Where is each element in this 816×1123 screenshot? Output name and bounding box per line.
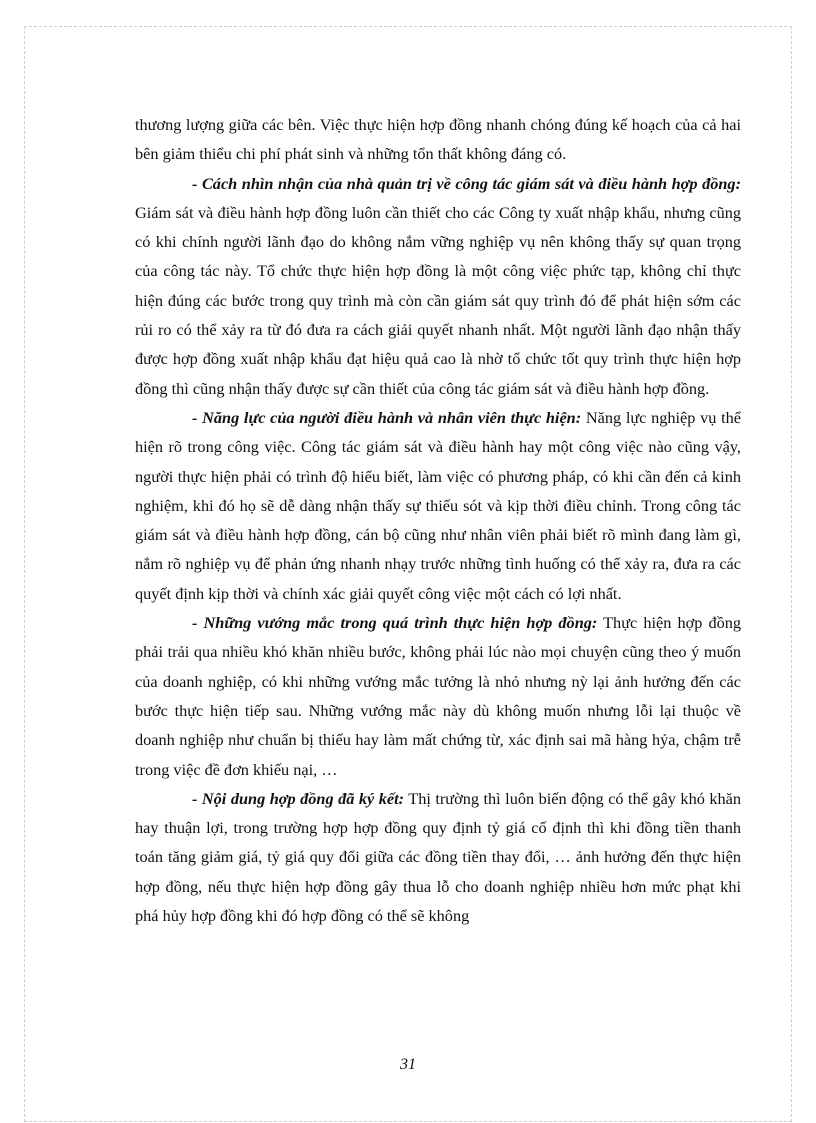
paragraph-contract-content	[135, 784, 741, 930]
paragraph-text: Thị trường thì luôn biến động có thể gây khó khăn hay thuận lợi, trong trường hợp hợp đồng quy định tỷ giá cố định thì khi đồng tiền thanh toán tăng giảm giá, tỷ giá quy đổi giữa các đồng tiền thay đổi, … ảnh hưởng đến thực hiện hợp đồng, nếu thực hiện hợp đồng gây thua lỗ cho doanh nghiệp nhiều hơn mức phạt khi phá hủy hợp đồng khi đó hợp đồng có thể sẽ không	[135, 788, 741, 926]
paragraph-heading: - Cách nhìn nhận của nhà quản trị về công tác giám sát và điều hành hợp đồng:	[192, 173, 741, 193]
paragraph-text: Thực hiện hợp đồng phải trải qua nhiều khó khăn nhiều bước, không phải lúc nào mọi chuyện cũng theo ý muốn của doanh nghiệp, có khi những vướng mắc tưởng là nhỏ nhưng nỳ lại ảnh hưởng đến các bước thực hiện tiếp sau. Những vướng mắc này dù không muốn nhưng lỗi lại thuộc về doanh nghiệp như chuẩn bị thiếu hay làm mất chứng từ, xác định sai mã hàng hỷa, chậm trễ trong việc đề đơn khiếu nại, …	[135, 613, 742, 779]
page-number: 31	[400, 1056, 416, 1073]
paragraph-heading: - Nội dung hợp đồng đã ký kết:	[192, 788, 405, 808]
paragraph-staff-capability	[135, 403, 741, 608]
paragraph-text: thương lượng giữa các bên. Việc thực hiện hợp đồng nhanh chóng đúng kế hoạch của cả hai bên giảm thiểu chi phí phát sinh và những tổn thất không đáng có.	[135, 115, 741, 164]
document-body	[135, 110, 741, 930]
paragraph-obstacles	[135, 608, 741, 784]
paragraph-continuation	[135, 110, 741, 169]
paragraph-heading: - Năng lực của người điều hành và nhân viên thực hiện:	[192, 407, 582, 427]
paragraph-manager-view	[135, 169, 741, 403]
paragraph-heading: - Những vướng mắc trong quá trình thực hiện hợp đồng:	[192, 613, 598, 633]
paragraph-text: Năng lực nghiệp vụ thể hiện rõ trong công việc. Công tác giám sát và điều hành hay một công việc nào cũng vậy, người thực hiện phải có trình độ hiểu biết, làm việc có phương pháp, có khi cần đến cả kinh nghiệm, khi đó họ sẽ dễ dàng nhận thấy sự thiếu sót và kịp thời điều chỉnh. Trong công tác giám sát và điều hành hợp đồng, cán bộ cũng như nhân viên phải biết rõ mình đang làm gì, nắm rõ nghiệp vụ để phản ứng nhanh nhạy trước những tình huống có thể xảy ra, đưa ra các quyết định kịp thời và chính xác giải quyết công việc một cách có lợi nhất.	[135, 407, 741, 603]
paragraph-text: Giám sát và điều hành hợp đồng luôn cần thiết cho các Công ty xuất nhập khẩu, nhưng cũng có khi chính người lãnh đạo do không nắm vững nghiệp vụ nên không thấy sự quan trọng của công tác này. Tổ chức thực hiện hợp đồng là một công việc phức tạp, không chỉ thực hiện đúng các bước trong quy trình mà còn cần giám sát quy trình đó để phát hiện sớm các rủi ro có thể xảy ra từ đó đưa ra cách giải quyết nhanh nhất. Một người lãnh đạo nhận thấy được hợp đồng xuất nhập khẩu đạt hiệu quả cao là nhờ tổ chức tốt quy trình thực hiện hợp đồng thì cũng nhận thấy được sự cần thiết của công tác giám sát và điều hành hợp đồng.	[135, 202, 741, 398]
